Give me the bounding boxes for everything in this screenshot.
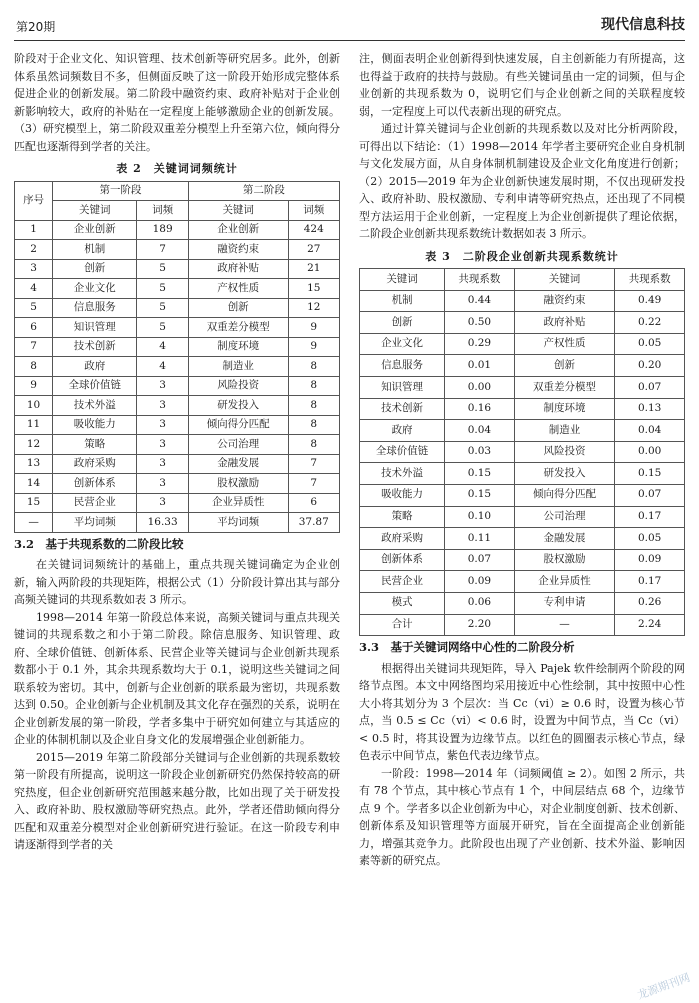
table-cell: 13 [15, 454, 53, 474]
table-cell: — [514, 614, 615, 636]
table-cell: 37.87 [288, 513, 339, 533]
left-column [14, 50, 340, 854]
table-cell: 企业创新 [188, 220, 288, 240]
table-cell: 知识管理 [53, 318, 137, 338]
table-cell: 424 [288, 220, 339, 240]
table-cell: 0.09 [445, 571, 515, 593]
table-row [15, 415, 340, 435]
header-no: 序号 [15, 181, 53, 220]
right-column [359, 50, 685, 870]
issue-number: 第20期 [16, 20, 56, 34]
table-cell: 产权性质 [188, 279, 288, 299]
table-cell: 技术外溢 [53, 396, 137, 416]
table-row [360, 614, 685, 636]
table-cell: 风险投资 [514, 441, 615, 463]
header-keyword: 关键词 [360, 269, 445, 291]
table-cell: 0.11 [445, 528, 515, 550]
table-cell: 政府补贴 [514, 312, 615, 334]
table-cell: 公司治理 [188, 435, 288, 455]
table-cell: 7 [288, 454, 339, 474]
table-cell: 创新体系 [360, 549, 445, 571]
journal-name: 现代信息科技 [601, 17, 685, 33]
table-cell: 合计 [360, 614, 445, 636]
table-cell: 0.16 [445, 398, 515, 420]
table-cell: 0.50 [445, 312, 515, 334]
table-cell: 0.05 [615, 528, 685, 550]
table-row [360, 376, 685, 398]
table-cell: 产权性质 [514, 333, 615, 355]
table-row [15, 376, 340, 396]
table-cell: 政府 [53, 357, 137, 377]
table-cell: 2.24 [615, 614, 685, 636]
table-cell: 8 [288, 415, 339, 435]
table-row [360, 549, 685, 571]
section-heading-3-2: 3.2 基于共现系数的二阶段比较 [14, 536, 184, 551]
table-cell: 双重差分模型 [188, 318, 288, 338]
table-cell: 0.00 [445, 376, 515, 398]
table-cell: 0.07 [615, 376, 685, 398]
table-cell: 股权激励 [188, 474, 288, 494]
header-rule [14, 40, 685, 41]
table-cell: 12 [15, 435, 53, 455]
table-row [360, 463, 685, 485]
table-cell: 8 [288, 396, 339, 416]
header-frequency: 词频 [288, 201, 339, 221]
paragraph: 注，侧面表明企业创新得到快速发展，自主创新能力有所提高，这也得益于政府的扶持与鼓励。有些关键词虽由一定的词频，但与企业创新的共现系数为 0，说明它们与企业创新之间的关联程度较弱，一定程度上可以代表新出现的研究点。 [359, 52, 685, 118]
table-cell: 0.07 [445, 549, 515, 571]
table-cell: 双重差分模型 [514, 376, 615, 398]
table-cell: 0.17 [615, 571, 685, 593]
table-row [360, 290, 685, 312]
header-coefficient: 共现系数 [445, 269, 515, 291]
table-row [15, 474, 340, 494]
paragraph: 在关键词词频统计的基础上，重点共现关键词确定为企业创新，输入两阶段的共现矩阵，根据公式（1）分阶段计算出其与部分高频关键词的共现系数如表 3 所示。 [14, 558, 340, 606]
table-row [360, 592, 685, 614]
table-cell: 27 [288, 240, 339, 260]
table-cell: 知识管理 [360, 376, 445, 398]
table-cell: 制造业 [514, 420, 615, 442]
header-stage2: 第二阶段 [188, 181, 339, 201]
table-cell: 10 [15, 396, 53, 416]
table-cell: 倾向得分匹配 [188, 415, 288, 435]
keyword-frequency-table [14, 181, 340, 533]
table-cell: 策略 [360, 506, 445, 528]
table-row [360, 484, 685, 506]
table-row [360, 506, 685, 528]
header-coefficient: 共现系数 [615, 269, 685, 291]
table-cell: 0.03 [445, 441, 515, 463]
table-cell: 金融发展 [514, 528, 615, 550]
table-cell: 0.09 [615, 549, 685, 571]
table-cell: 9 [15, 376, 53, 396]
table-cell: 0.15 [445, 463, 515, 485]
table-row [360, 398, 685, 420]
header-frequency: 词频 [137, 201, 188, 221]
table-cell: 公司治理 [514, 506, 615, 528]
table-cell: 技术创新 [53, 337, 137, 357]
table-cell: 4 [15, 279, 53, 299]
table-cell: 1 [15, 220, 53, 240]
header-keyword: 关键词 [514, 269, 615, 291]
header-keyword: 关键词 [188, 201, 288, 221]
table-cell: 0.49 [615, 290, 685, 312]
table-cell: 9 [288, 318, 339, 338]
table-cell: 3 [137, 474, 188, 494]
table-cell: 4 [137, 337, 188, 357]
table-row [15, 493, 340, 513]
table-cell: 3 [15, 259, 53, 279]
table-cell: 民营企业 [360, 571, 445, 593]
table-cell: 9 [288, 337, 339, 357]
table-cell: 民营企业 [53, 493, 137, 513]
table-cell: 6 [288, 493, 339, 513]
table-cell: 0.01 [445, 355, 515, 377]
paragraph: 1998—2014 年第一阶段总体来说，高频关键词与重点共现关键词的共现系数之和小于第二阶段。除信息服务、知识管理、政府、全球价值链、创新体系、民营企业等关键词与企业创新共现系数都小于 0.1 外，其余共现系数均大于 0.1，说明这些关键词之间联系较为密切。其中，创新与企业创新的联系最为密切，共现系数达到 0.50。企业创新与企业机制及其文化存在强烈的关系，说明在企业创新发展的第一阶段，学者多集中于研究如何建立与其适应的企业的体制机制以及企业自身文化的发展增强企业创新能力。 [14, 610, 340, 746]
table-cell: 15 [288, 279, 339, 299]
table-cell: 信息服务 [360, 355, 445, 377]
table-row [15, 298, 340, 318]
table-cell: 8 [15, 357, 53, 377]
table-cell: 平均词频 [53, 513, 137, 533]
table-cell: 4 [137, 357, 188, 377]
table-cell: 0.05 [615, 333, 685, 355]
section-heading-3-3: 3.3 基于关键词网络中心性的二阶段分析 [359, 640, 575, 655]
table-cell: 8 [288, 376, 339, 396]
table-cell: 2.20 [445, 614, 515, 636]
table-cell: — [15, 513, 53, 533]
table-row [15, 357, 340, 377]
table-row [15, 220, 340, 240]
table-cell: 创新 [360, 312, 445, 334]
table-cell: 企业创新 [53, 220, 137, 240]
table-row [360, 571, 685, 593]
table-cell: 创新 [188, 298, 288, 318]
paragraph: 阶段对于企业文化、知识管理、技术创新等研究居多。此外，创新体系虽然词频数目不多，但侧面反映了这一阶段开始形成完整体系促进企业的创新发展。第二阶段中融资约束、政府补贴对于企业创新影响较大，政府的补贴在一定程度上能够激励企业的创新发展。（3）研究模型上，第二阶段双重差分模型上升至第六位，倾向得分匹配也逐渐得到学者的关注。 [14, 52, 340, 153]
table-cell: 5 [15, 298, 53, 318]
table-row [15, 337, 340, 357]
table-cell: 14 [15, 474, 53, 494]
table-cell: 3 [137, 396, 188, 416]
table-cell: 政府补贴 [188, 259, 288, 279]
table-cell: 政府采购 [53, 454, 137, 474]
table-cell: 16.33 [137, 513, 188, 533]
paragraph: 根据得出关键词共现矩阵，导入 Pajek 软件绘制两个阶段的网络节点图。本文中网络图均采用接近中心性绘制，其中按照中心性大小将其划分为 3 个层次：当 Cc（vi）≥ 0.6 时，设置为核心节点，当 0.5 ≤ Cc（vi）< 0.6 时，设置为中间节点，当 Cc（vi）< 0.5 时，将其设置为边缘节点。以红色的圆圈表示核心节点，绿色表示中间节点，紫色代表边缘节点。 [359, 661, 685, 763]
table-cell: 全球价值链 [53, 376, 137, 396]
table-cell: 2 [15, 240, 53, 260]
header-stage1: 第一阶段 [53, 181, 189, 201]
table-cell: 技术外溢 [360, 463, 445, 485]
table-cell: 创新 [514, 355, 615, 377]
cooccurrence-table [359, 268, 685, 636]
table-cell: 5 [137, 259, 188, 279]
table-cell: 0.44 [445, 290, 515, 312]
table-cell: 0.04 [445, 420, 515, 442]
table-cell: 融资约束 [188, 240, 288, 260]
watermark: 龙源期刊网 [635, 970, 692, 1002]
table-cell: 机制 [360, 290, 445, 312]
table-cell: 融资约束 [514, 290, 615, 312]
table-row [15, 318, 340, 338]
table-cell: 专利申请 [514, 592, 615, 614]
table-cell: 3 [137, 454, 188, 474]
table-cell: 3 [137, 376, 188, 396]
table-cell: 3 [137, 415, 188, 435]
table-cell: 5 [137, 279, 188, 299]
table-cell: 机制 [53, 240, 137, 260]
table-cell: 吸收能力 [360, 484, 445, 506]
table-cell: 企业文化 [360, 333, 445, 355]
table-row [360, 312, 685, 334]
table-cell: 政府采购 [360, 528, 445, 550]
paragraph: 一阶段：1998—2014 年（词频阈值 ≥ 2）。如图 2 所示，共有 78 个节点，其中核心节点有 1 个，中间层结点 68 个，边缘节点 9 个。学者多以企业创新为中心，对企业制度创新、技术创新、创新体系及知识管理等方面展开研究，旨在全面提高企业创新能力，增强其竞争力。此阶段也出现了产业创新、技术外溢、影响因素等新的研究点。 [359, 766, 685, 868]
table-cell: 制造业 [188, 357, 288, 377]
table-row [360, 420, 685, 442]
table-cell: 5 [137, 318, 188, 338]
table-cell: 制度环境 [188, 337, 288, 357]
table-cell: 金融发展 [188, 454, 288, 474]
table-row [15, 279, 340, 299]
table-cell: 企业异质性 [188, 493, 288, 513]
table-cell: 创新 [53, 259, 137, 279]
table-cell: 3 [137, 493, 188, 513]
table-cell: 风险投资 [188, 376, 288, 396]
page-header [0, 0, 699, 40]
table-cell: 15 [15, 493, 53, 513]
table-row [15, 240, 340, 260]
table-cell: 8 [288, 357, 339, 377]
table-cell: 平均词频 [188, 513, 288, 533]
table-cell: 7 [15, 337, 53, 357]
table-row [15, 435, 340, 455]
table-cell: 8 [288, 435, 339, 455]
table-cell: 189 [137, 220, 188, 240]
table-cell: 0.13 [615, 398, 685, 420]
table-row [360, 355, 685, 377]
table-cell: 全球价值链 [360, 441, 445, 463]
table-cell: 0.07 [615, 484, 685, 506]
table3-caption: 表 3 二阶段企业创新共现系数统计 [425, 249, 619, 263]
table-cell: 7 [288, 474, 339, 494]
table-cell: 0.06 [445, 592, 515, 614]
table-cell: 研发投入 [514, 463, 615, 485]
table-row [15, 454, 340, 474]
table-row [15, 513, 340, 533]
paragraph: 2015—2019 年第二阶段部分关键词与企业创新的共现系数较第一阶段有所提高，说明这一阶段企业创新研究仍然保持较高的研究热度，但企业创新研究范围越来越分散，比如出现了关于研发投入、政府补助、股权激励等研究热点。此外，学者还借助倾向得分匹配和双重差分模型对企业创新研究进行验证。在这一阶段专利申请逐渐得到学者的关 [14, 750, 340, 851]
table-cell: 0.15 [445, 484, 515, 506]
table-cell: 倾向得分匹配 [514, 484, 615, 506]
table-cell: 0.20 [615, 355, 685, 377]
table-cell: 0.15 [615, 463, 685, 485]
table-cell: 6 [15, 318, 53, 338]
table-cell: 0.22 [615, 312, 685, 334]
table-cell: 0.00 [615, 441, 685, 463]
table-row [15, 259, 340, 279]
table-row [360, 333, 685, 355]
table-cell: 12 [288, 298, 339, 318]
table-cell: 11 [15, 415, 53, 435]
paragraph: 通过计算关键词与企业创新的共现系数以及对比分析两阶段，可得出以下结论：（1）1998—2014 年学者主要研究企业自身机制与文化发展方面，从自身体制机制建设及企业文化角度进行创新；（2）2015—2019 年为企业创新快速发展时期，不仅出现研发投入、政府补助、股权激励、专利申请等研究热点，还出现了不同模型方法运用于企业创新，一定程度上为企业创新提供了理论依据，二阶段企业创新共现系数统计数据如表 3 所示。 [359, 122, 685, 240]
table-cell: 模式 [360, 592, 445, 614]
table-cell: 企业文化 [53, 279, 137, 299]
table-cell: 策略 [53, 435, 137, 455]
table-row [360, 441, 685, 463]
table2-caption: 表 2 关键词词频统计 [116, 162, 238, 175]
table-cell: 0.17 [615, 506, 685, 528]
table-cell: 吸收能力 [53, 415, 137, 435]
table-cell: 信息服务 [53, 298, 137, 318]
table-cell: 3 [137, 435, 188, 455]
table-cell: 政府 [360, 420, 445, 442]
table-row [15, 396, 340, 416]
table-cell: 7 [137, 240, 188, 260]
header-keyword: 关键词 [53, 201, 137, 221]
table-cell: 企业异质性 [514, 571, 615, 593]
table-row [360, 528, 685, 550]
table-cell: 0.26 [615, 592, 685, 614]
table-cell: 技术创新 [360, 398, 445, 420]
table-cell: 制度环境 [514, 398, 615, 420]
table-cell: 研发投入 [188, 396, 288, 416]
table-cell: 0.04 [615, 420, 685, 442]
table-cell: 股权激励 [514, 549, 615, 571]
table-cell: 创新体系 [53, 474, 137, 494]
table-cell: 0.10 [445, 506, 515, 528]
table-cell: 0.29 [445, 333, 515, 355]
table-cell: 21 [288, 259, 339, 279]
table-cell: 5 [137, 298, 188, 318]
